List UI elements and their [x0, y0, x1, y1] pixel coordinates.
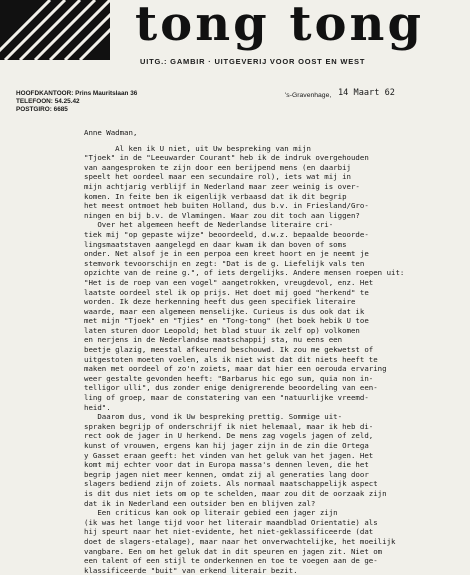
text-line: Een criticus kan ook op literair gebied een jager zijn	[84, 508, 338, 518]
text-line: opzichte van de reine g.", of iets dergelijks. Andere mensen roepen uit:	[84, 268, 405, 278]
paragraph-4	[84, 508, 464, 575]
text-line: kunst of vrouwen, ergens kan hij jager zijn in de zin die Ortega	[84, 441, 369, 450]
text-line: dat ik in Nederland een outsider ben en blijven zal?	[84, 498, 316, 508]
text-line: een talent of een stijl te onderkennen en toe te voegen aan de ge-	[84, 556, 378, 566]
text-line: klassificeerde "buit" van erkend literair bezit.	[84, 565, 298, 575]
paragraph-3	[84, 412, 464, 508]
text-line: hij speurt naar het niet-evidente, het niet-geklassificeerde (dat	[84, 527, 374, 537]
text-line: van aangesproken te zijn door een berijpend mens (en daarbij	[84, 162, 351, 172]
text-line: Over het algemeen heeft de Nederlandse literaire cri-	[84, 220, 334, 230]
place-of-writing: 's-Gravenhage,	[285, 92, 332, 99]
logo-mark	[0, 0, 110, 60]
text-line: laatste oordeel stel ik op prijs. Het doet mij goed "herkend" te	[84, 287, 369, 297]
text-line: komen. In feite ben ik eigenlijk verbaasd dat ik dit begrip	[84, 191, 347, 201]
text-line: begrip jagen niet meer kennen, omdat zij al generaties lang door	[84, 469, 369, 479]
text-line: uitgestoten moeten voelen, als ik niet wist dat dit niets heeft te	[84, 354, 378, 364]
phone-line: TELEFOON: 54.25.42	[16, 98, 80, 105]
text-line: laten sturen door Leopold; het blad stuur ik zelf op) volkomen	[84, 325, 360, 335]
text-line: het meest ontmoet heb buiten Holland, dus b.v. in Friesland/Gro-	[84, 201, 369, 211]
text-line: mijn achtjarig verblijf in Nederland maar zeer weinig is over-	[84, 181, 360, 191]
text-line: vangbare. Een om het geluk dat in dit speuren en jagen zit. Niet om	[84, 546, 383, 556]
publisher-tagline: UITG.: GAMBIR · UITGEVERIJ VOOR OOST EN WEST	[140, 57, 366, 66]
text-line: (ik was het lange tijd voor het literair maandblad Orientatie) als	[84, 517, 378, 527]
striped-logo-icon	[0, 0, 110, 60]
text-line: y Gasset eraan geeft: het vinden van het geluk van het jagen. Het	[84, 450, 374, 460]
letterhead	[0, 0, 470, 72]
brand-wordmark: tong tong	[135, 0, 425, 52]
text-line: met mijn "Tjoek" en "Tjies" en "Tong-tong" (het boek hebik U toe	[84, 316, 369, 326]
text-line: beetje glazig, meestal afkeurend beschouwd. Ik zou me gekwetst of	[84, 345, 374, 355]
text-line: "Tjoek" in de "Leeuwarder Courant" heb ik de indruk overgehouden	[84, 153, 369, 163]
text-line: telligor ulli", dus zonder enige denigrerende beoordeling van een-	[84, 383, 378, 393]
text-line: heid".	[84, 402, 111, 412]
text-line: waarde, maar een algemeen menselijke. Curieus is dus ook dat ik	[84, 306, 365, 316]
text-line: Al ken ik U niet, uit Uw bespreking van mijn	[84, 143, 311, 153]
text-line: rect ook de jager in U herkend. De mens zag vogels jagen of zeld,	[84, 431, 374, 441]
text-line: worden. Ik deze herkenning heeft dus geen specifiek literaire	[84, 297, 356, 307]
text-line: lingsmaatstaven aangelegd en daar kwam ik dan boven of soms	[84, 239, 347, 249]
paragraph-1	[84, 144, 464, 221]
text-line: is dit dus niet iets om op te schelden, maar zou dit de oorzaak zijn	[84, 488, 387, 498]
office-address	[16, 90, 137, 114]
text-line: speelt het oordeel maar een secundaire rol), iets wat mij in	[84, 172, 351, 182]
text-line: slagers bediend zijn of zoiets. Als normaal maatschappelijk aspect	[84, 479, 378, 489]
letter-body	[84, 128, 464, 575]
text-line: ningen en bij b.v. de Vlamingen. Waar zou dit toch aan liggen?	[84, 210, 360, 220]
letter-date: 14 Maart 62	[338, 88, 395, 98]
paragraph-2	[84, 220, 464, 412]
text-line: spraken begrijp of onderschrijf ik niet helemaal, maar ik heb di-	[84, 421, 374, 431]
salutation: Anne Wadman,	[84, 128, 138, 137]
text-line: "Het is de roep van een vogel" aangetrokken, vreugdevol, enz. Het	[84, 277, 374, 287]
text-line: Daarom dus, vond ik Uw bespreking prettig. Sommige uit-	[84, 412, 343, 422]
postgiro-line: POSTGIRO: 6685	[16, 106, 68, 113]
text-line: komt mij echter voor dat in Europa massa's dennen leven, die het	[84, 460, 369, 470]
text-line: onder. Net alsof je in een perpoa een kreet hoort en je neemt je	[84, 249, 369, 259]
text-line: ling of groep, maar de constatering van een "natuurlijke vreemd-	[84, 393, 369, 403]
text-line: maken met oordeel of zo'n zoiets, maar dat hier een oerouda ervaring	[84, 364, 387, 374]
address-line: HOOFDKANTOOR: Prins Mauritslaan 36	[16, 90, 138, 97]
text-line: doet de slagers-etalage), maar naar het onverwachtelijke, het moeilijk	[84, 536, 396, 546]
text-line: en nerjens in de Nederlandse maatschappij sta, nu eens een	[84, 335, 343, 345]
text-line: weer gestalte gevonden heeft: "Barbarus hic ego sum, quia non in-	[84, 373, 374, 383]
text-line: tiek mij "op gepaste wijze" beoordeeld, d.w.z. bepaalde beoorde-	[84, 229, 369, 239]
text-line: stemvork tevoorschijn en zegt: "Dat is de g. Liefelijk vals ten	[84, 258, 365, 268]
